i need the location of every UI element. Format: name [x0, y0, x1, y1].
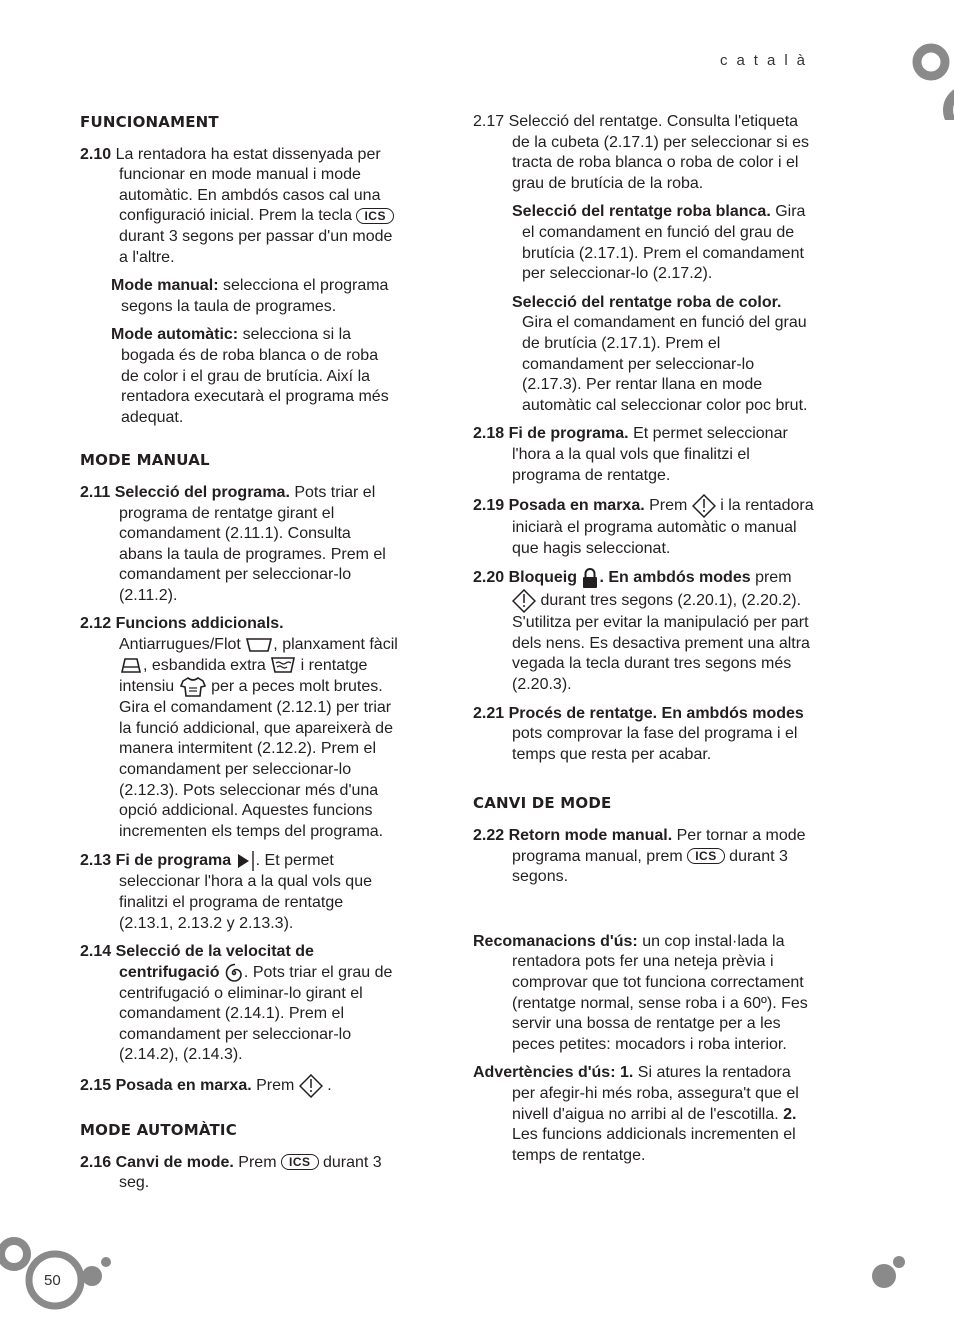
mode-automatic-description: Mode automàtic: selecciona si la bogada és de roba blanca o de roba de color i el grau de brutícia. Així la rentadora executarà el programa més adequat.	[111, 326, 389, 426]
intensive-shirt-icon	[179, 676, 207, 698]
extra-rinse-icon	[270, 656, 296, 674]
antiwrinkle-tub-icon	[245, 637, 273, 653]
paragraph-2-10: 2.10 La rentadora ha estat dissenyada per funcionar en mode manual i mode automàtic. En ambdós casos cal una configuració inicial. Prem la tecla ICS durant 3 segons per passar d'un mode a l'altre.	[80, 145, 393, 266]
paragraph-2-15: 2.15 Posada en marxa. Prem .	[80, 1074, 398, 1098]
section-heading-mode-manual: MODE MANUAL	[80, 451, 210, 470]
diamond-start-icon	[692, 494, 716, 518]
usage-warnings: Advertències d'ús: 1. Si atures la rentadora per afegir-hi més roba, assegura't que el nivell d'aigua no arribi al de l'escotilla. 2. Les funcions addicionals incrementen el temps de rentatge.	[473, 1064, 799, 1164]
paragraph-2-13: 2.13 Fi de programa . Et permet seleccionar l'hora a la qual vols que finalitzi el programa de rentatge (2.13.1, 2.13.2 y 2.13.3).	[80, 850, 398, 934]
corner-decoration-top-right	[908, 40, 954, 120]
white-wash-selection: Selecció del rentatge roba blanca. Gira el comandament en funció del grau de brutícia (2.17.1). Prem el comandament per seleccionar-lo (2.17.2).	[512, 203, 806, 283]
paragraph-2-21: 2.21 Procés de rentatge. En ambdós modes pots comprovar la fase del programa i el temps que resta per acabar.	[473, 704, 804, 763]
page-number: 50	[44, 1272, 61, 1289]
ics-button-icon: ICS	[356, 208, 394, 224]
paragraph-2-19: 2.19 Posada en marxa. Prem i la rentadora iniciarà el programa automàtic o manual que hagis seleccionat.	[473, 494, 815, 559]
section-heading-mode-automatic: MODE AUTOMÀTIC	[80, 1120, 237, 1139]
left-column	[80, 112, 398, 1202]
corner-decoration-bottom-right	[868, 1252, 912, 1292]
diamond-start-icon	[512, 589, 536, 613]
paragraph-2-18: 2.18 Fi de programa. Et permet seleccionar l'hora a la qual vols que finalitzi el programa de rentatge.	[473, 425, 788, 484]
color-wash-selection: Selecció del rentatge roba de color. Gira el comandament en funció del grau de brutícia (2.17.1). Prem el comandament per seleccionar-lo (2.17.3). Per rentar llana en mode automàtic cal seleccionar color poc brut.	[512, 293, 808, 414]
section-heading-funcionament: FUNCIONAMENT	[80, 113, 219, 131]
diamond-start-icon	[299, 1074, 323, 1098]
paragraph-2-17: 2.17 Selecció del rentatge. Consulta l'etiqueta de la cubeta (2.17.1) per seleccionar si es tracta de roba blanca o roba de color i el grau de brutícia de la roba.	[473, 113, 810, 192]
paragraph-2-12: 2.12 Funcions addicionals. Antiarrugues/Flot , planxament fàcil , esbandida extra i rentatge intensiu per a peces molt brutes. Gira el comandament (2.12.1) per triar la funció addicional, que apareixerà de manera intermitent (2.12.2). Prem el comandament per seleccionar-lo (2.12.3). Pots seleccionar més d'una opció addicional. Aquestes funcions incrementen els temps del programa.	[80, 615, 398, 840]
language-label: català	[719, 52, 814, 69]
end-program-play-icon	[236, 850, 256, 872]
mode-manual-description: Mode manual: selecciona el programa segons la taula de programes.	[111, 277, 389, 315]
paragraph-2-14: 2.14 Selecció de la velocitat de centrifugació . Pots triar el grau de centrifugació o eliminar-lo girant el comandament (2.14.1). Prem el comandament per seleccionar-lo (2.14.2), (2.14.3).	[80, 943, 393, 1064]
ics-button-icon: ICS	[281, 1154, 319, 1170]
easy-iron-icon	[119, 656, 143, 674]
right-column	[473, 112, 815, 1174]
section-heading-canvi-de-mode: CANVI DE MODE	[473, 794, 612, 813]
padlock-icon	[581, 567, 599, 589]
ics-button-icon: ICS	[687, 848, 725, 864]
usage-recommendations: Recomanacions d'ús: un cop instal·lada la rentadora pots fer una neteja prèvia i comprovar que tot funciona correctament (rentatge normal, sense roba i a 60º). Fes servir una bossa de rentatge per a les peces petites: mocadors i roba interior.	[473, 932, 808, 1053]
paragraph-2-11: 2.11 Selecció del programa. Pots triar el programa de rentatge girant el comandament (2.11.1). Consulta abans la taula de programes. Prem el comandament per seleccionar-lo (2.11.2).	[80, 483, 386, 604]
paragraph-2-16: 2.16 Canvi de mode. Prem ICS durant 3 seg.	[80, 1153, 382, 1192]
paragraph-2-20: 2.20 Bloqueig . En ambdós modes prem durant tres segons (2.20.1), (2.20.2). S'utilitza per evitar la manipulació per part dels nens. Es desactiva prement una altra vegada la tecla durant tres segons més (2.20.3).	[473, 567, 815, 695]
paragraph-2-22: 2.22 Retorn mode manual. Per tornar a mode programa manual, prem ICS durant 3 segons.	[473, 827, 806, 886]
spin-spiral-icon	[224, 963, 244, 983]
